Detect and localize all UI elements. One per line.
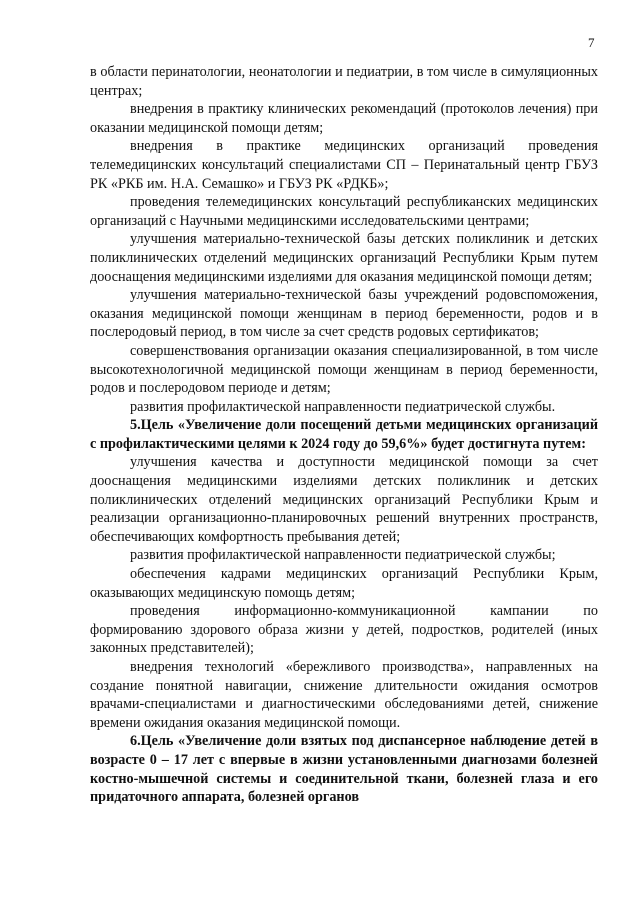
paragraph-telemedicine-perinatal: внедрения в практике медицинских организаций проведения телемедицинских консультаций специалистами СП – Перинатальный центр ГБУЗ РК «РКБ им. Н.А. Семашко» и ГБУЗ РК «РДКБ»;: [90, 138, 598, 192]
paragraph-prevention-development: развития профилактической направленности педиатрической службы;: [130, 547, 556, 564]
paragraph-lean-production: внедрения технологий «бережливого производства», направленных на создание понятной навигации, снижение длительности ожидания осмотров врачами-специалистами и диагностическими обследованиями детей, снижение времени ожидания оказания медицинской помощи.: [90, 659, 598, 731]
paragraph-pediatric-prevention: развития профилактической направленности педиатрической службы.: [130, 398, 556, 415]
goal-5-heading: 5.Цель «Увеличение доли посещений детьми медицинских организаций с профилактическими целями к 2024 году до 59,6%» будет достигнута путем:: [90, 417, 598, 452]
page-number: 7: [588, 35, 595, 50]
paragraph-maternity-facilities: улучшения материально-технической базы учреждений родовспоможения, оказания медицинской помощи женщинам в период беременности, родов и в послеродовый период, в том числе за счет средств родовых сертификатов;: [90, 287, 598, 341]
paragraph-healthy-lifestyle-campaign: проведения информационно-коммуникационной кампании по формированию здорового образа жизни у детей, подростков, родителей (иных законных представителей);: [90, 603, 598, 657]
paragraph-staffing: обеспечения кадрами медицинских организаций Республики Крым, оказывающих медицинскую помощь детям;: [90, 566, 598, 601]
paragraph-clinical-guidelines: внедрения в практику клинических рекомендаций (протоколов лечения) при оказании медицинской помощи детям;: [90, 101, 598, 136]
paragraph-continuation: в области перинатологии, неонатологии и педиатрии, в том числе в симуляционных центрах;: [90, 64, 598, 99]
paragraph-telemedicine-research-centers: проведения телемедицинских консультаций республиканских медицинских организаций с Научными медицинскими исследовательскими центрами;: [90, 194, 598, 229]
goal-6-heading: 6.Цель «Увеличение доли взятых под диспансерное наблюдение детей в возрасте 0 – 17 лет с впервые в жизни установленными диагнозами болезней костно-мышечной системы и соединительной ткани, болезней глаза и его придаточного аппарата, болезней органов: [90, 733, 598, 806]
paragraph-specialized-care: совершенствования организации оказания специализированной, в том числе высокотехнологичной медицинской помощи женщинам в период беременности, родов и послеродовом периоде и детям;: [90, 342, 598, 397]
paragraph-quality-access: улучшения качества и доступности медицинской помощи за счет дооснащения медицинскими изделиями детских поликлиник и детских поликлинических отделений медицинских организаций Республики Крым и реализации организационно-планировочных решений внутренних пространств, обеспечивающих комфортность пребывания детей;: [90, 454, 598, 545]
paragraph-polyclinic-equipment: улучшения материально-технической базы детских поликлиник и детских поликлинических отделений медицинских организаций Республики Крым путем дооснащения медицинскими изделиями для оказания медицинской помощи детям;: [90, 231, 598, 285]
body-text: [90, 63, 598, 807]
